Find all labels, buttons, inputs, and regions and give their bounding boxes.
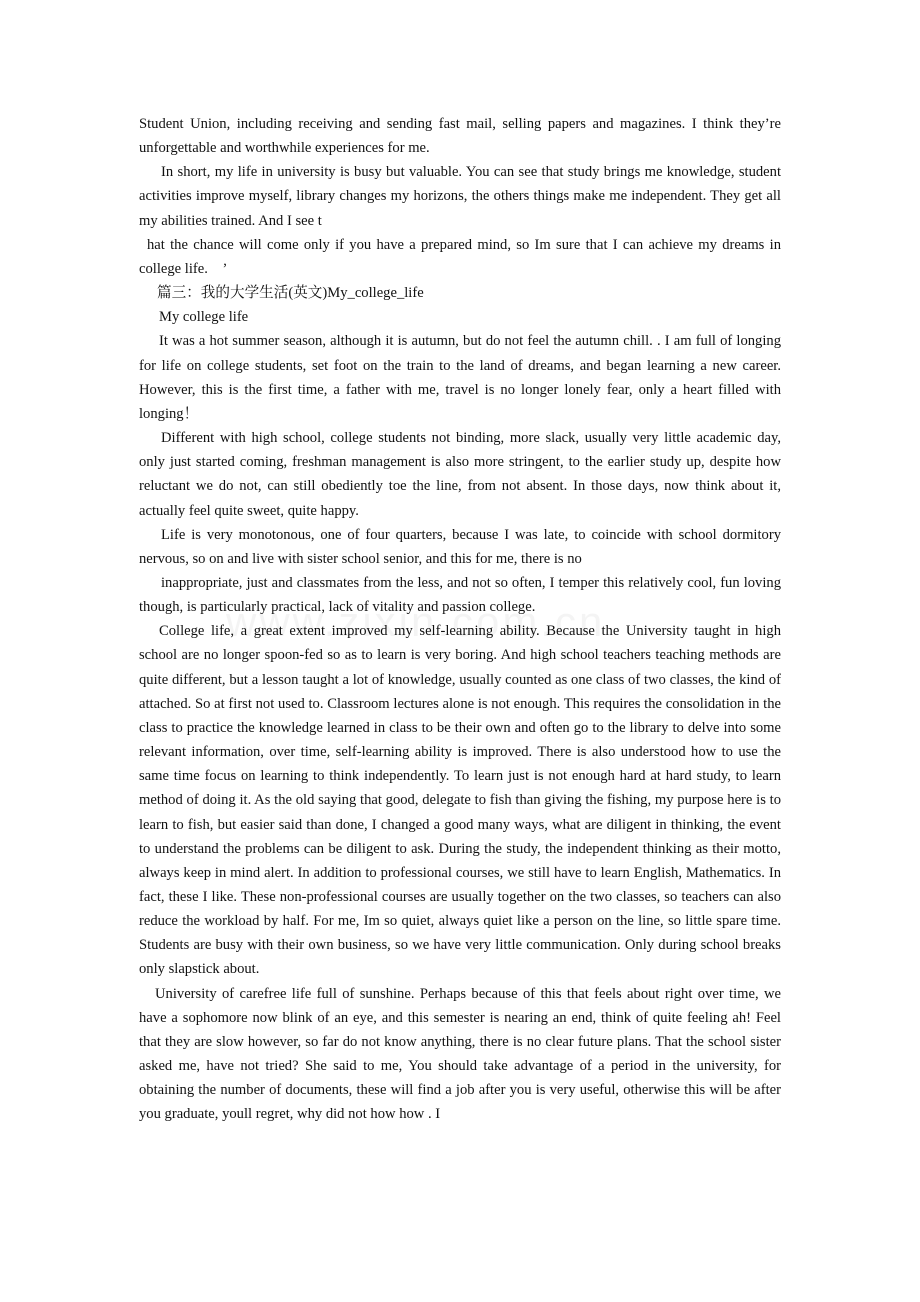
document-page [139, 112, 781, 1127]
section-title: My college life [159, 309, 249, 326]
body-paragraph-carefree: University of carefree life full of sunshine. Perhaps because of this that feels about right over time, we have a sophomore now blink of an eye, and this semester is nearing an end, think of quite feeling ah! Feel that they are slow however, so far do not know anything, there is no clear future plans. That the school sister asked me, have not tried? She said to me, You should take advantage of a period in the university, for obtaining the number of documents, these will find a job after you is very useful, otherwise this will be after you graduate, youll regret, why did not how how . I [139, 985, 781, 1123]
body-paragraph-monotonous: Life is very monotonous, one of four quarters, because I was late, to coincide with school dormitory nervous, so on and live with sister school senior, and this for me, there is no [139, 526, 781, 567]
paragraph-summary: In short, my life in university is busy but valuable. You can see that study brings me knowledge, student activities improve myself, library changes my horizons, the others things make me independent. They get all my abilities trained. And I see t [139, 164, 781, 229]
body-paragraph-high-school: Different with high school, college students not binding, more slack, usually very little academic day, only just started coming, freshman management is also more stringent, to the earlier study up, despite how reluctant we do not, can still obediently toe the line, from not absent. In those days, now think about it, actually feel quite sweet, quite happy. [139, 430, 781, 519]
paragraph-continuation: hat the chance will come only if you have a prepared mind, so Im sure that I can achieve my dreams in college life. ’ [139, 236, 781, 277]
body-paragraph-summer: It was a hot summer season, although it is autumn, but do not feel the autumn chill. . I am full of longing for life on college students, set foot on the train to the land of dreams, and began learning a new career. However, this is the first time, a father with me, travel is no longer lonely fear, only a heart filled with longing！ [139, 333, 781, 422]
body-paragraph-inappropriate: inappropriate, just and classmates from the less, and not so often, I temper this relatively cool, fun loving though, is particularly practical, lack of vitality and passion college. [139, 574, 781, 616]
paragraph-intro: Student Union, including receiving and sending fast mail, selling papers and magazines. I think they’re unforgettable and worthwhile experiences for me. [139, 116, 781, 157]
body-paragraph-self-learning: College life, a great extent improved my self-learning ability. Because the University taught in high school are no longer spoon-fed so as to learn is very boring. And high school teachers teaching methods are quite different, but a lesson taught a lot of knowledge, usually counted as one class of two classes, the kind of attached. So at first not used to. Classroom lectures alone is not enough. This requires the consolidation in the class to practice the knowledge learned in class to be their own and often go to the library to delve into some relevant information, over time, self-learning ability is improved. There is also understood how to use the same time focus on learning to think independently. To learn just is not enough hard at hard study, to learn method of doing it. As the old saying that good, delegate to fish than giving the fishing, my purpose here is to learn to fish, but easier said than done, I changed a good many ways, what are diligent in thinking, the event to understand the problems can be diligent to ask. During the study, the independent thinking as their motto, always keep in mind alert. In addition to professional courses, we still have to learn English, Mathematics. In fact, these I like. These non-professional courses are usually together on the two classes, so teachers can also reduce the workload by half. For me, Im so quiet, always quiet like a person on the line, so little spare time. Students are busy with their own business, so we have very little communication. Only during school breaks only slapstick about. [139, 623, 781, 978]
section-heading: 篇三：我的大学生活(英文)My_college_life [157, 285, 424, 302]
